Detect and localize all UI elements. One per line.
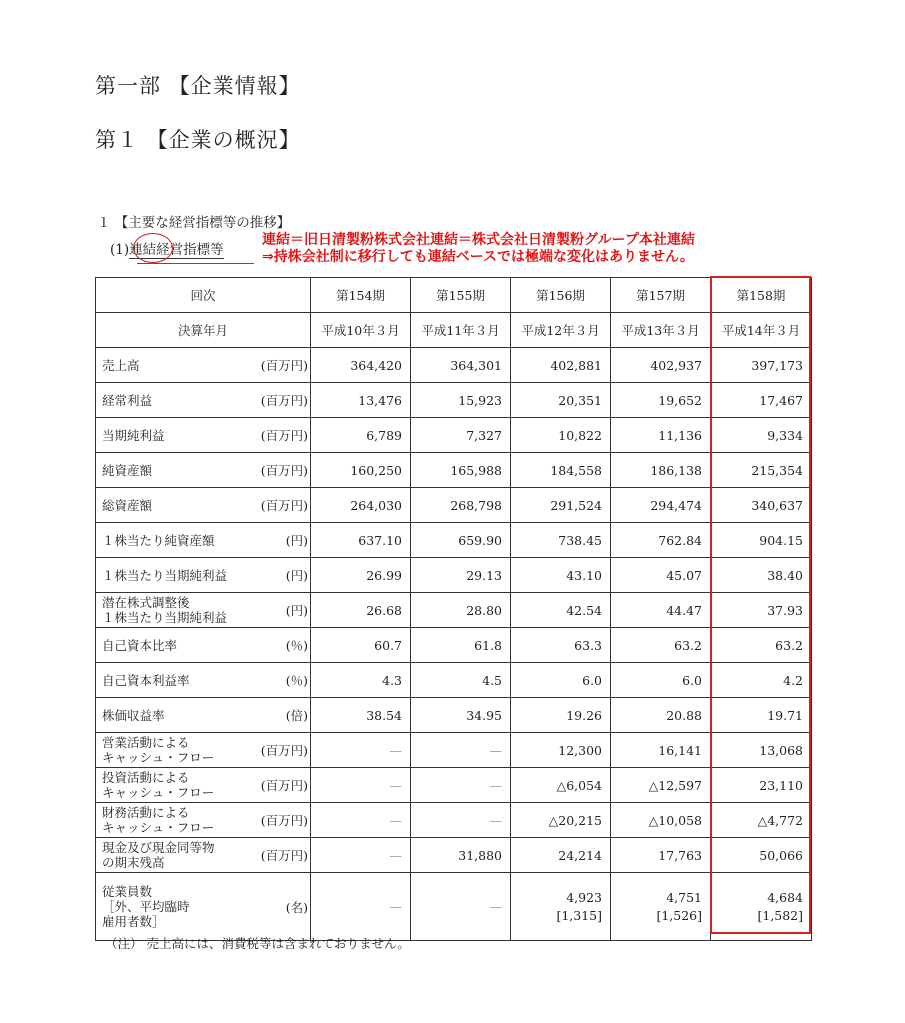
cell-value: 186,138	[611, 453, 711, 488]
cell-value: 7,327	[411, 418, 511, 453]
employee-count: —	[489, 898, 503, 914]
cell-value: —	[411, 768, 511, 803]
cell-value: —	[311, 768, 411, 803]
cell-value	[411, 873, 511, 941]
cell-value: 9,334	[711, 418, 812, 453]
temporary-employee-count: [1,315]	[556, 907, 603, 923]
employee-count: 4,923	[566, 889, 603, 905]
cell-value: 29.13	[411, 558, 511, 593]
table-row	[96, 558, 812, 593]
cell-value: 38.54	[311, 698, 411, 733]
row-label: 投資活動による キャッシュ・フロー	[96, 768, 251, 803]
row-unit: (％)	[251, 628, 311, 663]
cell-value: 23,110	[711, 768, 812, 803]
cell-value: 34.95	[411, 698, 511, 733]
cell-value: 264,030	[311, 488, 411, 523]
cell-value: 63.2	[611, 628, 711, 663]
cell-value: 37.93	[711, 593, 812, 628]
date-header: 平成11年３月	[411, 313, 511, 348]
cell-value: 215,354	[711, 453, 812, 488]
temporary-employee-count: [1,526]	[656, 907, 703, 923]
section-title: １ 【主要な経営指標等の推移】	[97, 215, 291, 231]
table-row	[96, 348, 812, 383]
table-row	[96, 523, 812, 558]
cell-value: 165,988	[411, 453, 511, 488]
row-unit: (百万円)	[251, 418, 311, 453]
table-row	[96, 768, 812, 803]
cell-value: —	[311, 838, 411, 873]
row-label: 自己資本利益率	[96, 663, 251, 698]
cell-value: 762.84	[611, 523, 711, 558]
cell-value: △20,215	[511, 803, 611, 838]
highlight-box-period-158	[710, 276, 811, 934]
cell-value: 24,214	[511, 838, 611, 873]
financial-indicators-table	[95, 277, 812, 941]
cell-value: 11,136	[611, 418, 711, 453]
annotation-line-2: ⇒持株会社制に移行しても連結ベースでは極端な変化はありません。	[262, 249, 694, 265]
cell-value: 364,301	[411, 348, 511, 383]
header-period-label: 回次	[96, 278, 311, 313]
cell-value: 28.80	[411, 593, 511, 628]
date-header: 平成13年３月	[611, 313, 711, 348]
cell-value	[511, 873, 611, 941]
cell-value: 17,467	[711, 383, 812, 418]
row-label: １株当たり純資産額	[96, 523, 251, 558]
cell-value: 4.5	[411, 663, 511, 698]
cell-value: 20.88	[611, 698, 711, 733]
cell-value: 659.90	[411, 523, 511, 558]
table-row	[96, 838, 812, 873]
row-label: 営業活動による キャッシュ・フロー	[96, 733, 251, 768]
cell-value: △10,058	[611, 803, 711, 838]
period-header: 第157期	[611, 278, 711, 313]
row-unit: (百万円)	[251, 733, 311, 768]
row-unit: (百万円)	[251, 803, 311, 838]
table-row	[96, 733, 812, 768]
cell-value: 364,420	[311, 348, 411, 383]
employee-count: —	[389, 898, 403, 914]
cell-value: 6.0	[611, 663, 711, 698]
row-unit: (円)	[251, 593, 311, 628]
row-label: 総資産額	[96, 488, 251, 523]
cell-value: 904.15	[711, 523, 812, 558]
row-unit: (円)	[251, 558, 311, 593]
cell-value: 60.7	[311, 628, 411, 663]
row-label: 財務活動による キャッシュ・フロー	[96, 803, 251, 838]
cell-value: 63.3	[511, 628, 611, 663]
table-row	[96, 593, 812, 628]
cell-value: 26.68	[311, 593, 411, 628]
cell-value: 42.54	[511, 593, 611, 628]
cell-value: 15,923	[411, 383, 511, 418]
subsection-rest: 経営指標等	[156, 242, 224, 258]
row-label: 売上高	[96, 348, 251, 383]
row-label: 従業員数 ［外、平均臨時 雇用者数］	[96, 873, 251, 941]
table-row	[96, 628, 812, 663]
cell-value: 50,066	[711, 838, 812, 873]
cell-value: 12,300	[511, 733, 611, 768]
period-header: 第154期	[311, 278, 411, 313]
cell-value: △4,772	[711, 803, 812, 838]
table-row	[96, 488, 812, 523]
row-label: 当期純利益	[96, 418, 251, 453]
row-label: １株当たり当期純利益	[96, 558, 251, 593]
header-row-period	[96, 278, 812, 313]
cell-value: 43.10	[511, 558, 611, 593]
table-row	[96, 418, 812, 453]
subsection-underlined-term: 連結	[129, 242, 157, 258]
header-date-label: 決算年月	[96, 313, 311, 348]
footnote: （注） 売上高には、消費税等は含まれておりません。	[105, 936, 410, 951]
cell-value: 16,141	[611, 733, 711, 768]
cell-value: 45.07	[611, 558, 711, 593]
period-header: 第155期	[411, 278, 511, 313]
cell-value: 10,822	[511, 418, 611, 453]
cell-value: 294,474	[611, 488, 711, 523]
cell-value: —	[411, 733, 511, 768]
date-header: 平成12年３月	[511, 313, 611, 348]
cell-value: 17,763	[611, 838, 711, 873]
row-unit: (百万円)	[251, 488, 311, 523]
annotation-circle	[133, 233, 173, 263]
cell-value: 6.0	[511, 663, 611, 698]
table-row	[96, 663, 812, 698]
cell-value: 738.45	[511, 523, 611, 558]
row-label: 純資産額	[96, 453, 251, 488]
cell-value: —	[311, 803, 411, 838]
row-label: 潜在株式調整後 １株当たり当期純利益	[96, 593, 251, 628]
cell-value: 637.10	[311, 523, 411, 558]
header-row-date	[96, 313, 812, 348]
chapter-title: 第１ 【企業の概況】	[95, 128, 301, 152]
row-unit: (百万円)	[251, 838, 311, 873]
subsection-prefix: (1)	[110, 242, 130, 258]
row-unit: (百万円)	[251, 383, 311, 418]
row-label: 株価収益率	[96, 698, 251, 733]
row-unit: (％)	[251, 663, 311, 698]
row-label: 経常利益	[96, 383, 251, 418]
row-unit: (円)	[251, 523, 311, 558]
cell-value: 291,524	[511, 488, 611, 523]
cell-value: —	[311, 733, 411, 768]
employee-count: 4,751	[666, 889, 703, 905]
cell-value: 397,173	[711, 348, 812, 383]
cell-value: 19.26	[511, 698, 611, 733]
cell-value: 20,351	[511, 383, 611, 418]
date-header: 平成10年３月	[311, 313, 411, 348]
table-row	[96, 383, 812, 418]
table-row-employees	[96, 873, 812, 941]
cell-value: △12,597	[611, 768, 711, 803]
cell-value: 19,652	[611, 383, 711, 418]
row-unit: (名)	[251, 873, 311, 941]
temporary-employee-count: [1,582]	[757, 907, 804, 923]
row-unit: (倍)	[251, 698, 311, 733]
cell-value	[611, 873, 711, 941]
cell-value: 340,637	[711, 488, 812, 523]
employee-count: 4,684	[767, 889, 804, 905]
annotation-line-1: 連結＝旧日清製粉株式会社連結＝株式会社日清製粉グループ本社連結	[262, 232, 695, 248]
table-row	[96, 453, 812, 488]
part-title: 第一部 【企業情報】	[95, 74, 301, 98]
cell-value: 4.3	[311, 663, 411, 698]
cell-value: 13,068	[711, 733, 812, 768]
cell-value: 268,798	[411, 488, 511, 523]
cell-value: 44.47	[611, 593, 711, 628]
row-label: 自己資本比率	[96, 628, 251, 663]
annotation-underline	[137, 263, 254, 264]
cell-value: 31,880	[411, 838, 511, 873]
cell-value: 4.2	[711, 663, 812, 698]
cell-value: 61.8	[411, 628, 511, 663]
date-header: 平成14年３月	[711, 313, 812, 348]
cell-value: —	[411, 803, 511, 838]
row-unit: (百万円)	[251, 348, 311, 383]
cell-value: 38.40	[711, 558, 812, 593]
cell-value: 26.99	[311, 558, 411, 593]
period-header: 第158期	[711, 278, 812, 313]
table-row	[96, 803, 812, 838]
cell-value: △6,054	[511, 768, 611, 803]
row-unit: (百万円)	[251, 453, 311, 488]
cell-value: 6,789	[311, 418, 411, 453]
cell-value: 19.71	[711, 698, 812, 733]
cell-value	[311, 873, 411, 941]
row-label: 現金及び現金同等物 の期末残高	[96, 838, 251, 873]
cell-value: 184,558	[511, 453, 611, 488]
cell-value: 402,937	[611, 348, 711, 383]
cell-value: 63.2	[711, 628, 812, 663]
cell-value: 160,250	[311, 453, 411, 488]
period-header: 第156期	[511, 278, 611, 313]
cell-value: 402,881	[511, 348, 611, 383]
row-unit: (百万円)	[251, 768, 311, 803]
table-row	[96, 698, 812, 733]
cell-value: 13,476	[311, 383, 411, 418]
